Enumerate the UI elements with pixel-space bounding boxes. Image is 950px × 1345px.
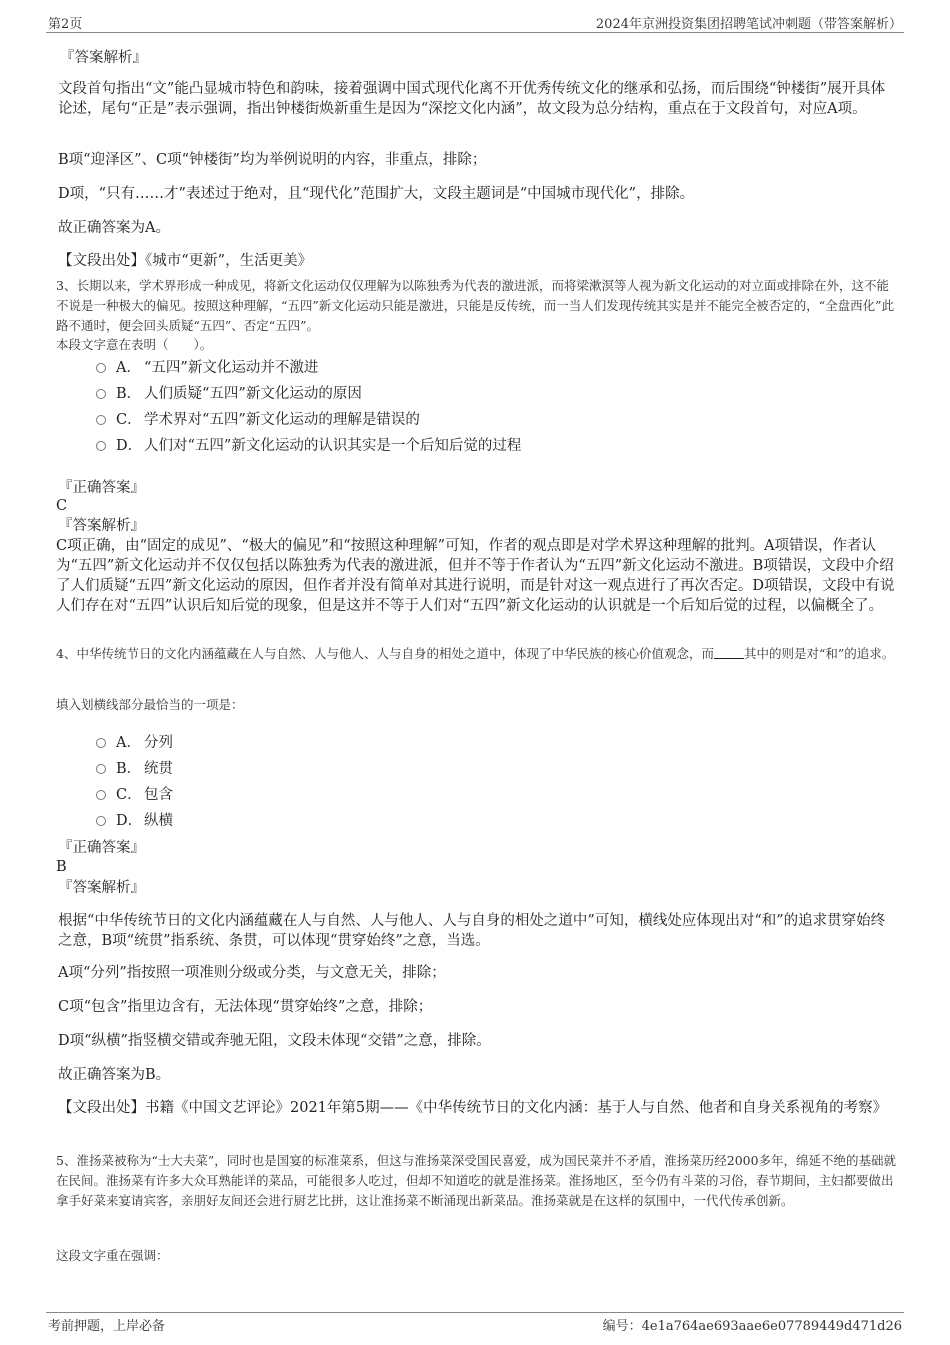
q4-explain-p4: D项“纵横”指竖横交错或奔驰无阻，文段未体现“交错”之意，排除。 [58,1033,491,1049]
q3-answer: C [56,498,68,514]
q4-explain-p2: A项“分列”指按照一项准则分级或分类，与文意无关，排除； [58,965,446,981]
radio-icon[interactable] [96,363,106,373]
radio-icon[interactable] [96,415,106,425]
q3-answer-label: 『正确答案』 [58,480,145,496]
q3-explain-label: 『答案解析』 [58,518,145,534]
q4-option-a[interactable]: A． 分列 [96,733,173,753]
q4-explain-p3: C项“包含”指里边含有，无法体现“贯穿始终”之意，排除； [58,999,433,1015]
page-number: 第2页 [48,17,83,32]
q2-explain-p2: B项“迎泽区”、C项“钟楼街”均为举例说明的内容，非重点，排除； [58,152,487,168]
fill-blank [714,646,744,659]
q2-explain-p1: 文段首句指出“文”能凸显城市特色和韵味，接着强调中国式现代化离不开优秀传统文化的继承和弘扬，而后围绕“钟楼街”展开具体论述，尾句“正是”表示强调，指出钟楼街焕新重生是因为“深挖文化内涵”，故文段为总分结构，重点在于文段首句，对应A项。 [58,81,886,117]
q5-question: 这段文字重在强调： [56,1248,169,1263]
q3-option-d[interactable]: D． 人们对“五四”新文化运动的认识其实是一个后知后觉的过程 [96,436,521,456]
q4-explain-label: 『答案解析』 [58,880,145,896]
q2-explain-label: 『答案解析』 [60,50,147,66]
q2-explain-p4: 故正确答案为A。 [58,220,170,236]
radio-icon[interactable] [96,790,106,800]
q4-question: 填入划横线部分最恰当的一项是： [56,697,244,712]
page-header [46,10,904,33]
q2-explain-p3: D项，“只有……才”表述过于绝对，且“现代化”范围扩大，文段主题词是“中国城市现代化”，排除。 [58,186,695,202]
page-footer [46,1312,904,1339]
q4-option-d[interactable]: D． 纵横 [96,811,173,831]
radio-icon[interactable] [96,441,106,451]
radio-icon[interactable] [96,764,106,774]
q2-source: 【文段出处】《城市“更新”，生活更美》 [58,253,313,269]
q4-answer: B [56,859,67,875]
footer-slogan: 考前押题，上岸必备 [48,1319,166,1334]
q4-option-b[interactable]: B． 统贯 [96,759,173,779]
q3-option-b[interactable]: B． 人们质疑“五四”新文化运动的原因 [96,384,362,404]
q3-stem: 3、长期以来，学术界形成一种成见，将新文化运动仅仅理解为以陈独秀为代表的激进派，而将梁漱溟等人视为新文化运动的对立面或排除在外，这不能不说是一种极大的偏见。按照这种理解，“五四”新文化运动只能是激进，只能是反传统，而一当人们发现传统其实是并不能完全被否定的，“全盘西化”此路不通时，便会回头质疑“五四”、否定“五四”。 [56,278,895,333]
q4-source: 【文段出处】书籍《中国文艺评论》2021年第5期——《中华传统节日的文化内涵：基于人与自然、他者和自身关系视角的考察》 [58,1100,888,1116]
q3-option-a[interactable]: A． “五四”新文化运动并不激进 [96,358,318,378]
radio-icon[interactable] [96,816,106,826]
document-title: 2024年京洲投资集团招聘笔试冲刺题（带答案解析） [595,17,902,32]
q3-question: 本段文字意在表明（ ）。 [56,337,213,352]
q5-stem: 5、淮扬菜被称为“士大夫菜”，同时也是国宴的标准菜系，但这与淮扬菜深受国民喜爱，成为国民菜并不矛盾，淮扬菜历经2000多年，绵延不绝的基础就在民间。淮扬菜有许多大众耳熟能详的菜品，可能很多人吃过，但却不知道吃的就是淮扬菜。淮扬地区，至今仍有斗菜的习俗，春节期间，主妇都要做出拿手好菜来宴请宾客，亲朋好友间还会进行厨艺比拼，这让淮扬菜不断涌现出新菜品。淮扬菜就是在这样的氛围中，一代代传承创新。 [56,1153,897,1208]
q3-option-c[interactable]: C． 学术界对“五四”新文化运动的理解是错误的 [96,410,420,430]
q4-option-c[interactable]: C． 包含 [96,785,173,805]
document-id: 编号：4e1a764ae693aae6e07789449d471d26 [602,1319,902,1334]
q4-explain-p5: 故正确答案为B。 [58,1067,171,1083]
radio-icon[interactable] [96,389,106,399]
q4-stem: 4、中华传统节日的文化内涵蕴藏在人与自然、人与他人、人与自身的相处之道中，体现了中华民族的核心价值观念，而 其中的则是对“和”的追求。 [56,646,895,661]
q4-explain-p1: 根据“中华传统节日的文化内涵蕴藏在人与自然、人与他人、人与自身的相处之道中”可知，横线处应体现出对“和”的追求贯穿始终之意，B项“统贯”指系统、条贯，可以体现“贯穿始终”之意，当选。 [58,913,886,949]
radio-icon[interactable] [96,738,106,748]
q3-explain: C项正确，由“固定的成见”、“极大的偏见”和“按照这种理解”可知，作者的观点即是对学术界这种理解的批判。A项错误，作者认为“五四”新文化运动并不仅仅包括以陈独秀为代表的激进派，但并不等于作者认为“五四”新文化运动不激进。B项错误，文段中介绍了人们质疑“五四”新文化运动的原因，但作者并没有简单对其进行说明，而是针对这一观点进行了再次否定。D项错误，文段中有说人们存在对“五四”认识后知后觉的现象，但是这并不等于人们对“五四”新文化运动的认识就是一个后知后觉的过程，以偏概全了。 [56,538,895,614]
q4-answer-label: 『正确答案』 [58,840,145,856]
